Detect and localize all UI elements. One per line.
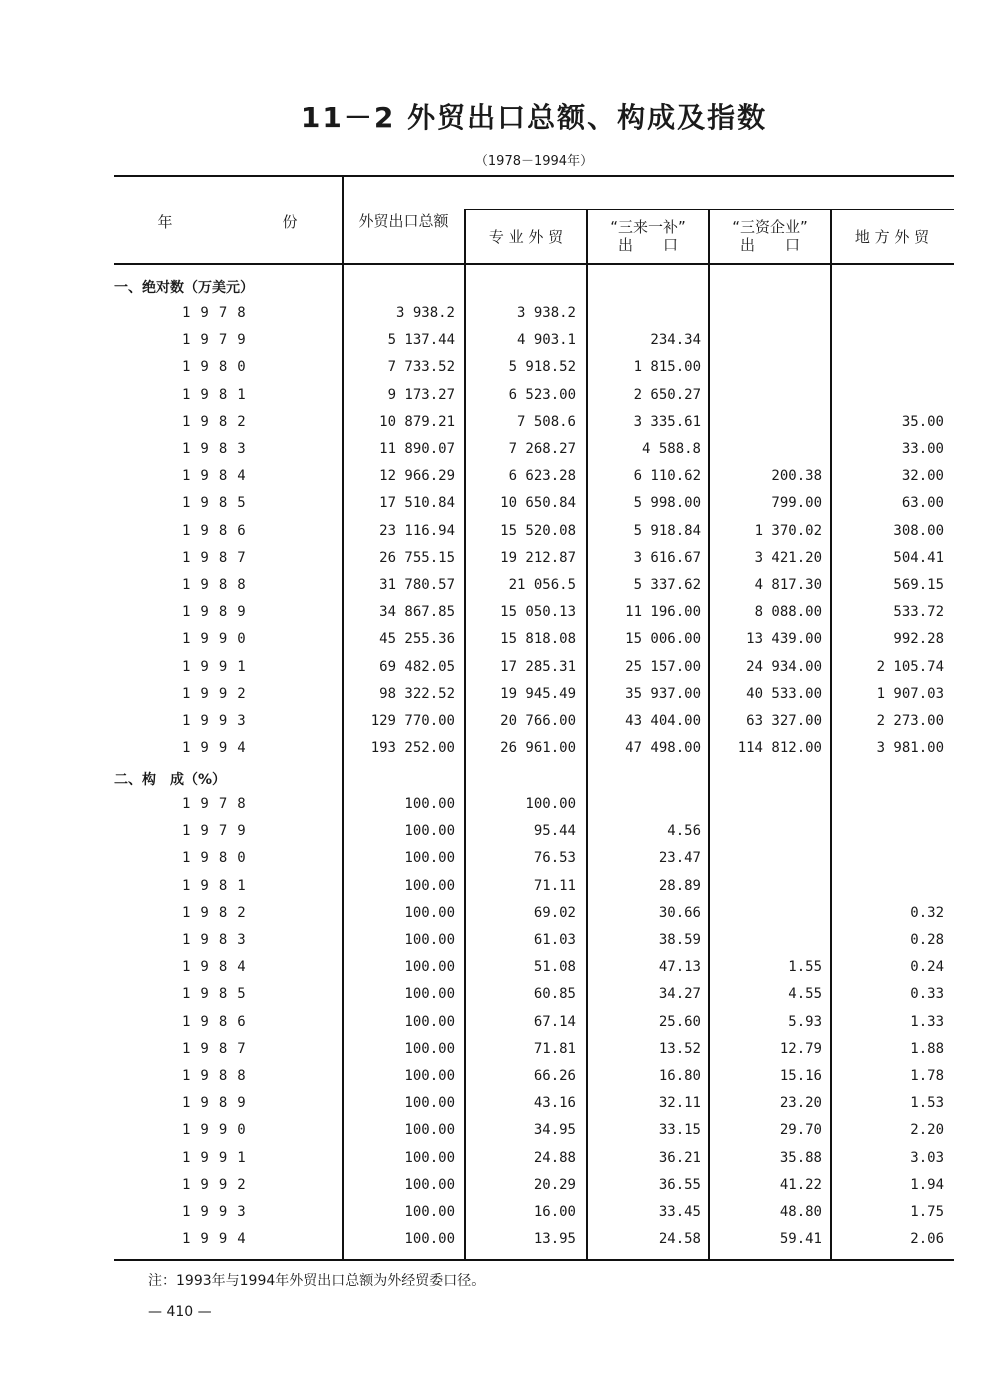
total-cell: 31 780.57 [379,577,455,593]
sanzi-cell: 63 327.00 [746,713,822,729]
local-trade-cell: 32.00 [901,468,944,485]
sanlai-cell: 32.11 [658,1095,701,1112]
sanzi-cell: 41.22 [779,1176,822,1193]
table-row [0,1204,1000,1231]
sanlai-cell: 33.15 [658,1122,701,1139]
special-trade-cell: 24.88 [533,1149,576,1166]
table-row [0,986,1000,1013]
table-row [0,740,1000,767]
sanlai-cell: 4 588.8 [641,441,701,457]
total-cell: 100.00 [404,1231,455,1248]
sanlai-cell: 5 998.00 [633,495,701,512]
local-trade-cell: 3.03 [910,1149,944,1166]
special-trade-cell: 15 520.08 [500,522,576,539]
total-cell: 100.00 [404,877,455,894]
special-trade-cell: 20.29 [533,1176,576,1193]
year-cell: 1992 [182,685,256,702]
special-trade-cell: 67.14 [533,1013,576,1030]
local-trade-cell: 1.88 [910,1040,944,1057]
year-cell: 1980 [182,850,256,867]
local-trade-cell: 63.00 [901,495,944,512]
table-row [0,1068,1000,1095]
table-row [0,713,1000,740]
special-trade-cell: 19 945.49 [500,685,576,702]
table-row [0,932,1000,959]
table-row [0,823,1000,850]
total-cell: 129 770.00 [370,713,455,729]
sanzi-cell: 3 421.20 [754,549,822,566]
subheader-rule [466,209,954,210]
year-cell: 1994 [182,740,256,757]
special-trade-cell: 20 766.00 [500,713,576,729]
sanlai-cell: 2 650.27 [633,386,701,403]
local-trade-cell: 533.72 [893,604,944,621]
total-cell: 98 322.52 [379,685,455,702]
sanlai-cell: 25 157.00 [625,658,701,675]
special-trade-cell: 61.03 [533,932,576,948]
sanzi-cell: 48.80 [779,1204,822,1220]
local-trade-cell: 1.75 [910,1204,944,1220]
total-cell: 5 137.44 [387,332,455,349]
table-row [0,959,1000,986]
header-local: 地 方 外 贸 [854,228,930,246]
year-cell: 1983 [182,441,256,457]
year-cell: 1986 [182,1013,256,1030]
table-row [0,1041,1000,1068]
year-cell: 1979 [182,823,256,840]
year-cell: 1987 [182,549,256,566]
table-subtitle: （1978－1994年） [474,154,594,169]
header-year-b: 份 [282,213,298,231]
sanlai-cell: 3 335.61 [633,413,701,430]
year-cell: 1982 [182,413,256,430]
special-trade-cell: 26 961.00 [500,740,576,757]
header-bottom-rule [114,263,954,265]
special-trade-cell: 71.81 [533,1040,576,1057]
special-trade-cell: 7 508.6 [516,413,576,430]
header-total: 外贸出口总额 [358,212,449,230]
sanlai-cell: 34.27 [658,986,701,1003]
year-cell: 1989 [182,1095,256,1112]
sanzi-cell: 59.41 [779,1231,822,1248]
special-trade-cell: 43.16 [533,1095,576,1112]
special-trade-cell: 15 818.08 [500,631,576,648]
local-trade-cell: 35.00 [901,413,944,430]
sanzi-cell: 4.55 [788,986,822,1003]
local-trade-cell: 992.28 [893,631,944,648]
table-row [0,659,1000,686]
sanzi-cell: 35.88 [779,1149,822,1166]
sanlai-cell: 3 616.67 [633,549,701,566]
sanlai-cell: 13.52 [658,1040,701,1057]
table-row [0,1231,1000,1258]
sanlai-cell: 30.66 [658,904,701,921]
total-cell: 23 116.94 [379,522,455,539]
special-trade-cell: 13.95 [533,1231,576,1248]
table-row [0,905,1000,932]
year-cell: 1978 [182,796,256,812]
sanlai-cell: 38.59 [658,932,701,948]
special-trade-cell: 34.95 [533,1122,576,1139]
total-cell: 100.00 [404,904,455,921]
total-cell: 100.00 [404,850,455,867]
sanzi-cell: 5.93 [788,1013,822,1030]
table-title: 11－2 外贸出口总额、构成及指数 [300,101,768,134]
footnote: 注：1993年与1994年外贸出口总额为外经贸委口径。 [148,1273,486,1289]
sanlai-cell: 24.58 [658,1231,701,1248]
total-cell: 34 867.85 [379,604,455,621]
special-trade-cell: 76.53 [533,850,576,867]
table-row [0,523,1000,550]
total-cell: 12 966.29 [379,468,455,485]
year-cell: 1983 [182,932,256,948]
local-trade-cell: 3 981.00 [876,740,944,757]
sanzi-cell: 13 439.00 [746,631,822,648]
table-row [0,359,1000,386]
table-row [0,414,1000,441]
sanzi-cell: 1.55 [788,959,822,976]
special-trade-cell: 16.00 [533,1204,576,1220]
sanlai-cell: 35 937.00 [625,685,701,702]
year-cell: 1987 [182,1040,256,1057]
total-cell: 100.00 [404,1095,455,1112]
table-row [0,1014,1000,1041]
year-cell: 1988 [182,577,256,593]
sanlai-cell: 11 196.00 [625,604,701,621]
special-trade-cell: 19 212.87 [500,549,576,566]
year-cell: 1986 [182,522,256,539]
sanzi-cell: 40 533.00 [746,685,822,702]
sanlai-cell: 6 110.62 [633,468,701,485]
table-row [0,577,1000,604]
total-cell: 100.00 [404,1204,455,1220]
local-trade-cell: 2 105.74 [876,658,944,675]
year-cell: 1988 [182,1068,256,1084]
sanzi-cell: 24 934.00 [746,658,822,675]
year-cell: 1978 [182,305,256,321]
table-row [0,550,1000,577]
special-trade-cell: 51.08 [533,959,576,976]
total-cell: 3 938.2 [395,305,455,321]
sanlai-cell: 47.13 [658,959,701,976]
local-trade-cell: 2 273.00 [876,713,944,729]
year-cell: 1984 [182,959,256,976]
table-row [0,441,1000,468]
total-cell: 100.00 [404,1122,455,1139]
local-trade-cell: 0.32 [910,904,944,921]
total-cell: 100.00 [404,1040,455,1057]
local-trade-cell: 569.15 [893,577,944,593]
table-row [0,796,1000,823]
sanlai-cell: 43 404.00 [625,713,701,729]
total-cell: 26 755.15 [379,549,455,566]
table-row [0,686,1000,713]
special-trade-cell: 66.26 [533,1068,576,1084]
total-cell: 100.00 [404,1068,455,1084]
sanlai-cell: 16.80 [658,1068,701,1084]
total-cell: 100.00 [404,1149,455,1166]
sanlai-cell: 36.21 [658,1149,701,1166]
year-cell: 1991 [182,658,256,675]
header-special: 专 业 外 贸 [488,228,564,246]
sanzi-cell: 1 370.02 [754,522,822,539]
year-cell: 1980 [182,359,256,376]
local-trade-cell: 1.33 [910,1013,944,1030]
bottom-rule [114,1259,954,1261]
total-cell: 9 173.27 [387,386,455,403]
special-trade-cell: 4 903.1 [516,332,576,349]
special-trade-cell: 3 938.2 [516,305,576,321]
table-row [0,1095,1000,1122]
year-cell: 1993 [182,1204,256,1220]
section-absolute: 一、绝对数（万美元） [114,280,254,296]
total-cell: 7 733.52 [387,359,455,376]
local-trade-cell: 308.00 [893,522,944,539]
year-cell: 1991 [182,1149,256,1166]
page-number: — 410 — [148,1304,212,1320]
sanzi-cell: 8 088.00 [754,604,822,621]
sanlai-cell: 234.34 [650,332,701,349]
special-trade-cell: 95.44 [533,823,576,840]
sanlai-cell: 23.47 [658,850,701,867]
sanzi-cell: 4 817.30 [754,577,822,593]
local-trade-cell: 0.28 [910,932,944,948]
special-trade-cell: 6 623.28 [508,468,576,485]
table-row [0,1150,1000,1177]
year-cell: 1982 [182,904,256,921]
sanlai-cell: 15 006.00 [625,631,701,648]
header-year-a: 年 [157,213,173,231]
table-row [0,468,1000,495]
sanlai-cell: 5 337.62 [633,577,701,593]
table-row [0,1122,1000,1149]
table-row [0,495,1000,522]
total-cell: 193 252.00 [370,740,455,757]
special-trade-cell: 100.00 [525,796,576,812]
sanzi-cell: 200.38 [771,468,822,485]
local-trade-cell: 33.00 [901,441,944,457]
special-trade-cell: 21 056.5 [508,577,576,593]
total-cell: 100.00 [404,986,455,1003]
year-cell: 1979 [182,332,256,349]
header-sanzi-line1: “三资企业” [732,218,808,236]
year-cell: 1985 [182,986,256,1003]
local-trade-cell: 504.41 [893,549,944,566]
sanlai-cell: 25.60 [658,1013,701,1030]
total-cell: 100.00 [404,796,455,812]
total-cell: 100.00 [404,959,455,976]
local-trade-cell: 1.78 [910,1068,944,1084]
header-sanlai-line2: 出 口 [617,236,678,254]
local-trade-cell: 2.20 [910,1122,944,1139]
total-cell: 100.00 [404,1176,455,1193]
section-structure: 二、构 成（%） [114,772,227,788]
table-row [0,387,1000,414]
sanlai-cell: 4.56 [667,823,701,840]
header-sanlai-line1: “三来一补” [610,218,686,236]
special-trade-cell: 5 918.52 [508,359,576,376]
special-trade-cell: 6 523.00 [508,386,576,403]
local-trade-cell: 0.33 [910,986,944,1003]
sanlai-cell: 33.45 [658,1204,701,1220]
local-trade-cell: 1.94 [910,1176,944,1193]
sanzi-cell: 23.20 [779,1095,822,1112]
local-trade-cell: 1.53 [910,1095,944,1112]
local-trade-cell: 0.24 [910,959,944,976]
total-cell: 10 879.21 [379,413,455,430]
sanlai-cell: 36.55 [658,1176,701,1193]
total-cell: 100.00 [404,823,455,840]
special-trade-cell: 71.11 [533,877,576,894]
sanzi-cell: 29.70 [779,1122,822,1139]
total-cell: 45 255.36 [379,631,455,648]
sanlai-cell: 47 498.00 [625,740,701,757]
year-cell: 1981 [182,386,256,403]
table-row [0,1177,1000,1204]
total-cell: 11 890.07 [379,441,455,457]
table-row [0,850,1000,877]
sanlai-cell: 1 815.00 [633,359,701,376]
special-trade-cell: 17 285.31 [500,658,576,675]
year-cell: 1990 [182,1122,256,1139]
year-cell: 1992 [182,1176,256,1193]
total-cell: 69 482.05 [379,658,455,675]
year-cell: 1994 [182,1231,256,1248]
top-rule [114,175,954,177]
total-cell: 100.00 [404,932,455,948]
special-trade-cell: 69.02 [533,904,576,921]
special-trade-cell: 7 268.27 [508,441,576,457]
year-cell: 1993 [182,713,256,729]
table-row [0,604,1000,631]
year-cell: 1984 [182,468,256,485]
sanlai-cell: 28.89 [658,877,701,894]
table-row [0,631,1000,658]
special-trade-cell: 15 050.13 [500,604,576,621]
total-cell: 17 510.84 [379,495,455,512]
local-trade-cell: 1 907.03 [876,685,944,702]
total-cell: 100.00 [404,1013,455,1030]
sanzi-cell: 12.79 [779,1040,822,1057]
header-sanzi-line2: 出 口 [739,236,800,254]
sanzi-cell: 15.16 [779,1068,822,1084]
table-row [0,332,1000,359]
table-row [0,305,1000,332]
special-trade-cell: 60.85 [533,986,576,1003]
sanzi-cell: 799.00 [771,495,822,512]
table-row [0,878,1000,905]
local-trade-cell: 2.06 [910,1231,944,1248]
sanlai-cell: 5 918.84 [633,522,701,539]
year-cell: 1989 [182,604,256,621]
year-cell: 1990 [182,631,256,648]
sanzi-cell: 114 812.00 [737,740,822,757]
year-cell: 1985 [182,495,256,512]
special-trade-cell: 10 650.84 [500,495,576,512]
year-cell: 1981 [182,877,256,894]
